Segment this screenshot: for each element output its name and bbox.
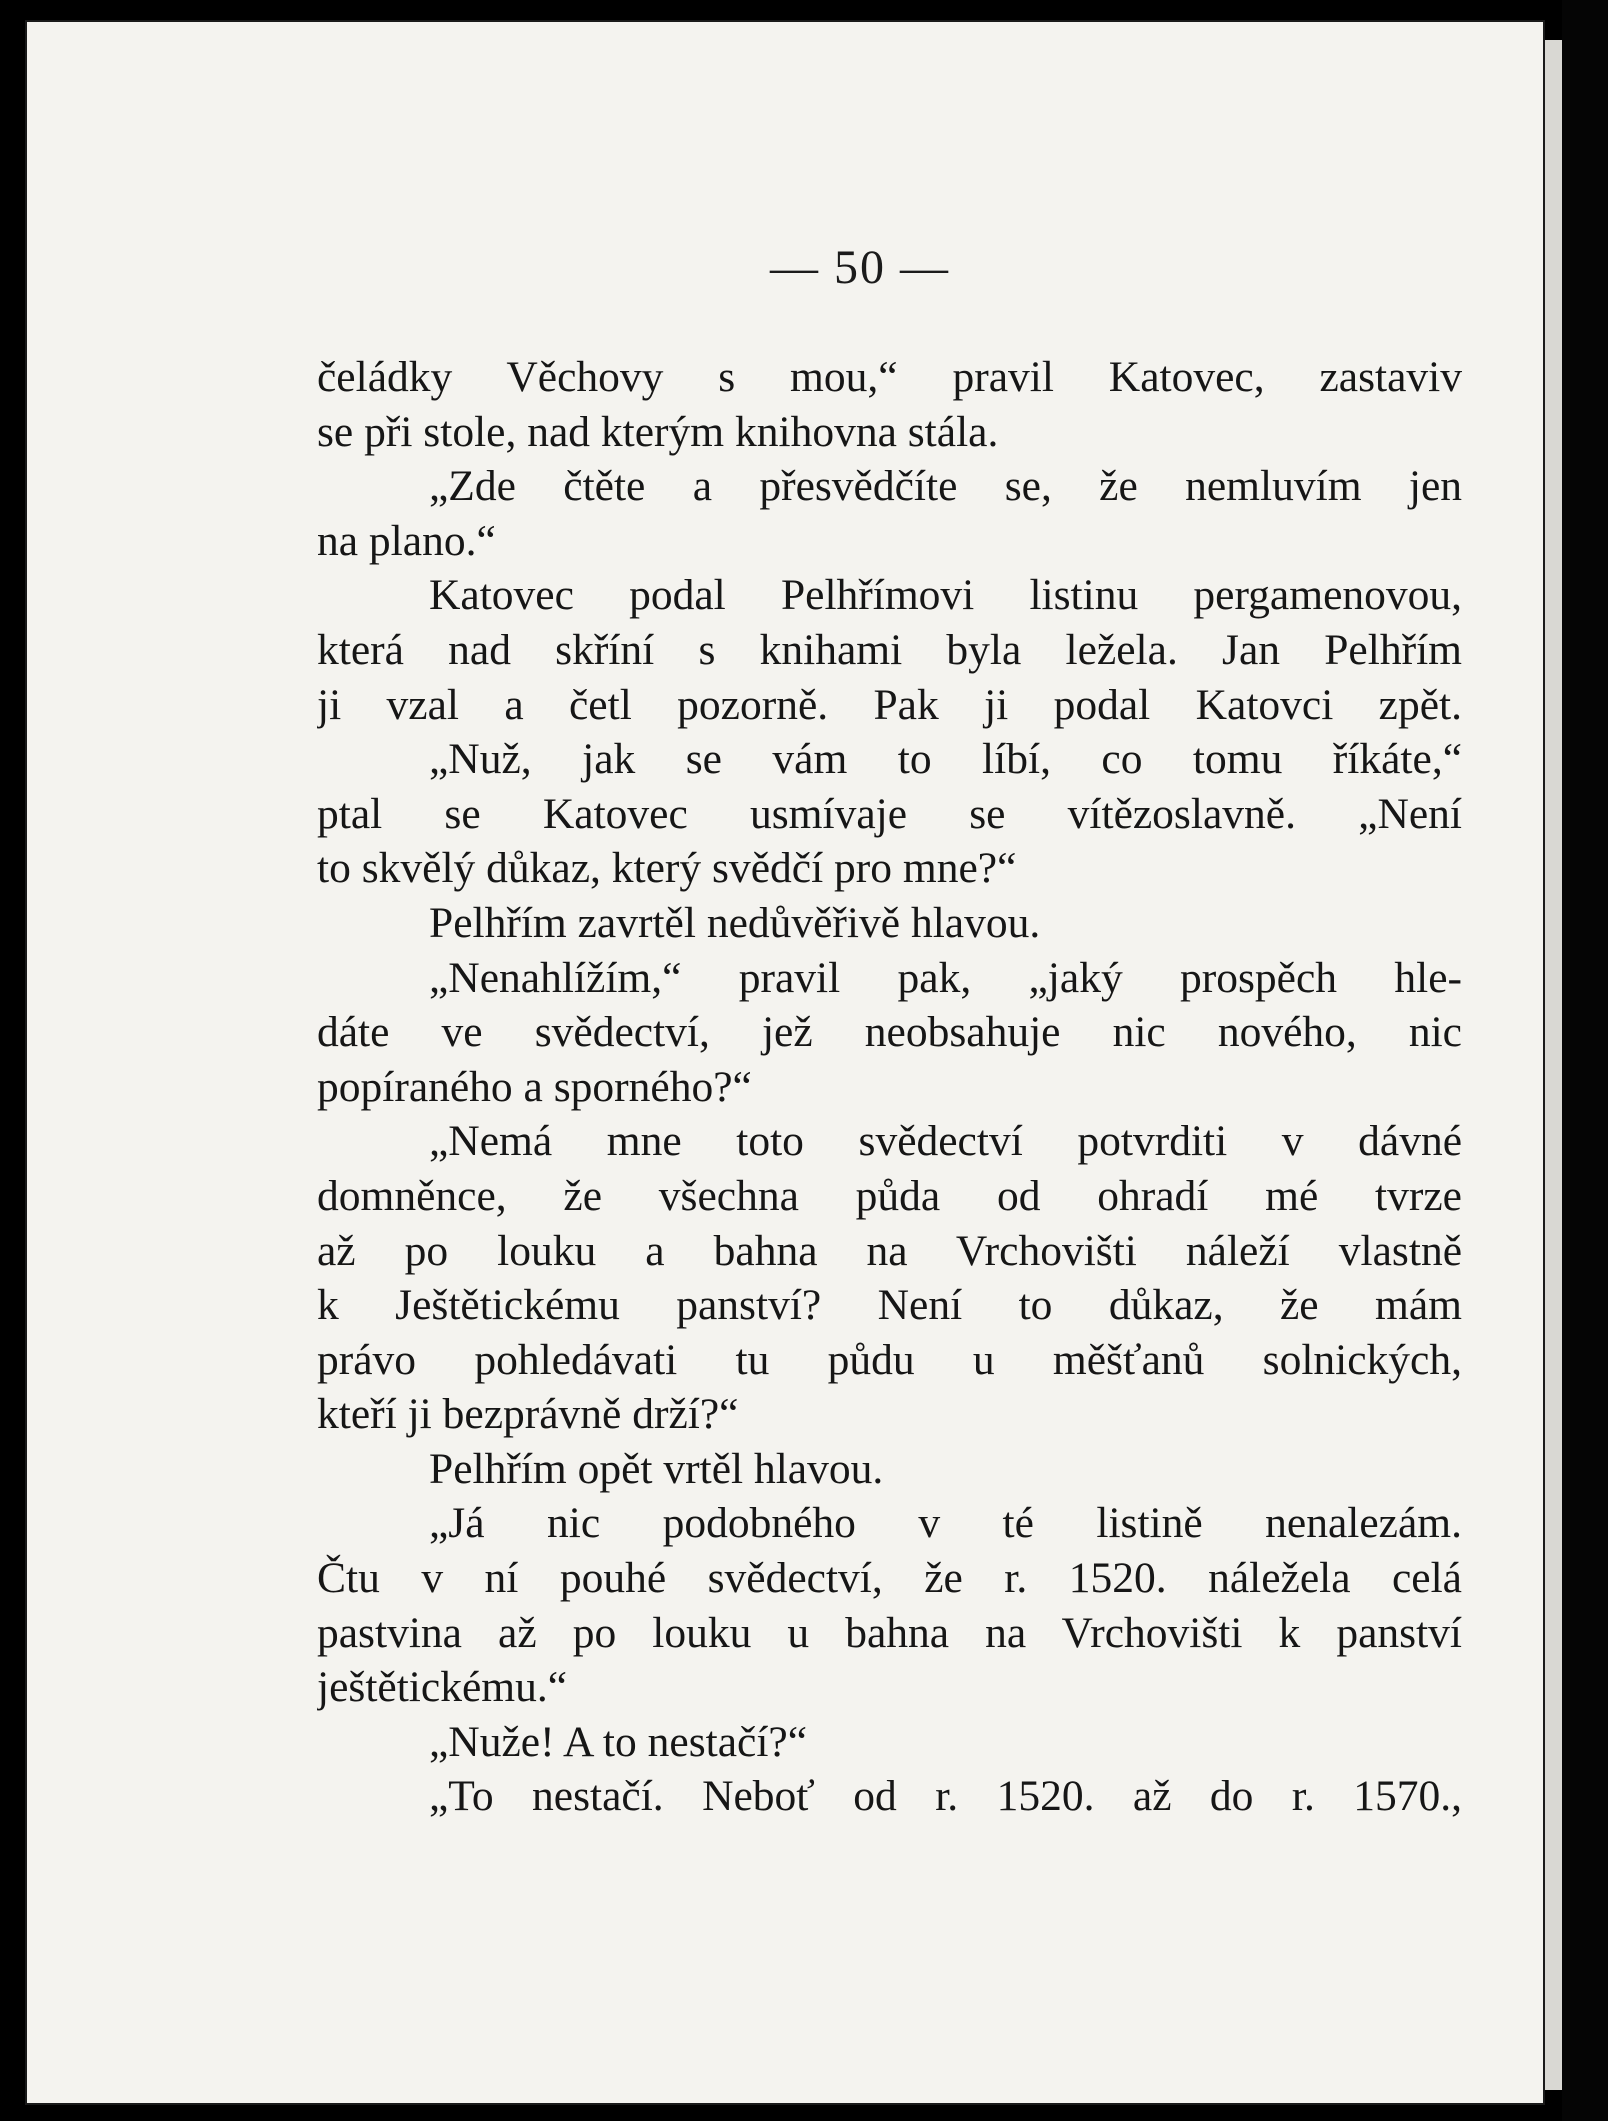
text-line: Pelhřím opět vrtěl hlavou. bbox=[429, 1444, 884, 1493]
text-line: právo pohledávati tu půdu u měšťanů solnických, bbox=[317, 1335, 1462, 1384]
text-line: čeládky Věchovy s mou,“ pravil Katovec, zastaviv bbox=[317, 353, 1462, 401]
scan-border bbox=[1562, 0, 1608, 2121]
text-line: která nad skříní s knihami byla ležela. Jan Pelhřím bbox=[317, 625, 1462, 674]
text-line: to skvělý důkaz, který svědčí pro mne?“ bbox=[317, 844, 1017, 893]
text-line: „Nuž, jak se vám to líbí, co tomu říkáte,“ bbox=[429, 735, 1462, 784]
text-line: domněnce, že všechna půda od ohradí mé tvrze bbox=[317, 1171, 1462, 1220]
text-line: dáte ve svědectví, jež neobsahuje nic nového, nic bbox=[317, 1008, 1462, 1057]
text-line: se při stole, nad kterým knihovna stála. bbox=[317, 407, 999, 456]
text-line: k Ještětickému panství? Není to důkaz, že mám bbox=[317, 1281, 1462, 1330]
book-page bbox=[25, 20, 1545, 2105]
adjacent-page-edge bbox=[1545, 40, 1562, 2090]
text-line: ptal se Katovec usmívaje se vítězoslavně. „Není bbox=[317, 789, 1462, 838]
text-line: ji vzal a četl pozorně. Pak ji podal Katovci zpět. bbox=[317, 680, 1462, 729]
text-line: ještětickému.“ bbox=[317, 1663, 568, 1712]
text-line: „To nestačí. Neboť od r. 1520. až do r. 1570., bbox=[429, 1772, 1462, 1821]
text-line: „Nuže! A to nestačí?“ bbox=[429, 1717, 808, 1766]
text-line: Katovec podal Pelhřímovi listinu pergamenovou, bbox=[429, 571, 1462, 620]
text-line: pastvina až po louku u bahna na Vrchovišti k panství bbox=[317, 1608, 1462, 1657]
text-line: až po louku a bahna na Vrchovišti náleží vlastně bbox=[317, 1226, 1462, 1275]
text-line: „Nemá mne toto svědectví potvrditi v dávné bbox=[429, 1117, 1462, 1166]
text-line: „Já nic podobného v té listině nenalezám. bbox=[429, 1499, 1462, 1548]
text-line: „Zde čtěte a přesvědčíte se, že nemluvím jen bbox=[429, 462, 1462, 511]
text-line: Čtu v ní pouhé svědectví, že r. 1520. náležela celá bbox=[317, 1554, 1462, 1603]
text-line: Pelhřím zavrtěl nedůvěřivě hlavou. bbox=[429, 898, 1041, 947]
text-line: popíraného a sporného?“ bbox=[317, 1062, 752, 1111]
body-text bbox=[317, 350, 1462, 1824]
text-line: „Nenahlížím,“ pravil pak, „jaký prospěch hle- bbox=[429, 953, 1462, 1002]
page-number: — 50 — bbox=[770, 241, 950, 294]
text-line: na plano.“ bbox=[317, 516, 496, 565]
text-line: kteří ji bezprávně drží?“ bbox=[317, 1390, 739, 1439]
